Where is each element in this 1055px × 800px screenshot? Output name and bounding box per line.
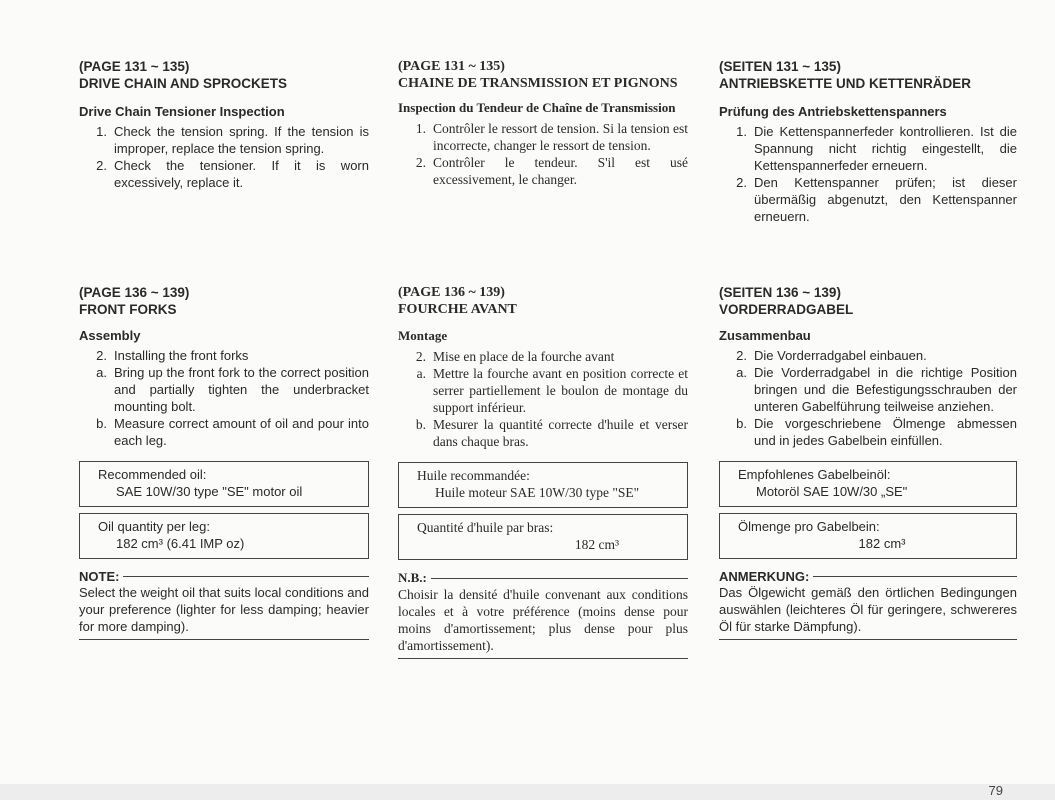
section-page-ref: (PAGE 136 ~ 139) [79, 285, 190, 300]
section-title: FOURCHE AVANT [398, 302, 517, 317]
section-page-ref: (SEITEN 131 ~ 135) [719, 59, 841, 74]
spec-box-oil-type: Empfohlenes Gabelbeinöl: Motoröl SAE 10W/30 „SE" [719, 461, 1017, 507]
subsection-title: Inspection du Tendeur de Chaîne de Transmission [398, 100, 676, 115]
divider [123, 576, 369, 577]
list-item: a. Bring up the front fork to the correct position and partially tighten the underbracket mounting bolt. [96, 365, 369, 414]
spec-box-oil-quantity: Quantité d'huile par bras: 182 cm³ [398, 514, 688, 560]
divider [431, 578, 688, 579]
section-title: DRIVE CHAIN AND SPROCKETS [79, 76, 288, 91]
list-item: 2. Den Kettenspanner prüfen; ist dieser übermäßig abgenutzt, den Kettenspanner erneuern. [736, 175, 1017, 224]
page-number: 79 [988, 783, 1003, 798]
spec-box-oil-type: Huile recommandée: Huile moteur SAE 10W/30 type "SE" [398, 462, 688, 508]
note-heading: ANMERKUNG: [719, 569, 1017, 584]
section-front-forks [398, 284, 688, 659]
list-item: 2. Installing the front forks [96, 348, 249, 363]
note-heading: NOTE: [79, 569, 369, 584]
section-page-ref: (SEITEN 136 ~ 139) [719, 285, 841, 300]
subsection-title: Prüfung des Antriebskettenspanners [719, 104, 947, 119]
list-item: b. Mesurer la quantité correcte d'huile et verser dans chaque bras. [415, 417, 688, 449]
section-title: CHAINE DE TRANSMISSION ET PIGNONS [398, 76, 678, 91]
section-front-forks [719, 284, 1017, 640]
subsection-title: Assembly [79, 328, 141, 343]
section-drive-chain [79, 58, 369, 191]
list-item: 2. Contrôler le tendeur. S'il est usé excessivement, le changer. [415, 155, 688, 187]
section-title: FRONT FORKS [79, 302, 177, 317]
section-page-ref: (PAGE 131 ~ 135) [398, 59, 505, 74]
section-front-forks [79, 284, 369, 640]
note-text: Choisir la densité d'huile convenant aux conditions locales et à votre préférence (moins dense pour moins d'amortissement; plus dense pour plus d'amortissement). [398, 586, 688, 659]
note-text: Select the weight oil that suits local conditions and your preference (lighter for less damping; heavier for more damping). [79, 584, 369, 640]
section-drive-chain [719, 58, 1017, 225]
section-title: ANTRIEBSKETTE UND KETTENRÄDER [719, 76, 972, 91]
spec-box-oil-quantity: Oil quantity per leg: 182 cm³ (6.41 IMP oz) [79, 513, 369, 559]
subsection-title: Montage [398, 328, 448, 343]
list-item: 1. Check the tension spring. If the tension is improper, replace the tension spring. [96, 124, 369, 156]
list-item: a. Mettre la fourche avant en position correcte et serrer partiellement le boulon de montage du support inférieur. [416, 366, 688, 415]
list-item: b. Die vorgeschriebene Ölmenge abmessen und in jedes Gabelbein einfüllen. [736, 416, 1017, 448]
spec-box-oil-quantity: Ölmenge pro Gabelbein: 182 cm³ [719, 513, 1017, 559]
divider [813, 576, 1017, 577]
section-page-ref: (PAGE 131 ~ 135) [79, 59, 190, 74]
list-item: 2. Check the tensioner. If it is worn excessively, replace it. [96, 158, 369, 190]
list-item: 2. Die Vorderradgabel einbauen. [736, 348, 927, 363]
subsection-title: Drive Chain Tensioner Inspection [79, 104, 285, 119]
note-text: Das Ölgewicht gemäß den örtlichen Bedingungen auswählen (leichteres Öl für geringere, schwereres Öl für starke Dämpfung). [719, 584, 1017, 640]
list-item: 2. Mise en place de la fourche avant [415, 349, 615, 364]
subsection-title: Zusammenbau [719, 328, 811, 343]
section-drive-chain [398, 58, 688, 188]
list-item: b. Measure correct amount of oil and pour into each leg. [96, 416, 369, 448]
section-page-ref: (PAGE 136 ~ 139) [398, 285, 505, 300]
list-item: 1. Contrôler le ressort de tension. Si la tension est incorrecte, changer le ressort de tension. [415, 121, 688, 153]
list-item: 1. Die Kettenspannerfeder kontrollieren. Ist die Spannung nicht richtig eingestellt, die Kettenspannerfeder erneuern. [736, 124, 1017, 173]
section-title: VORDERRADGABEL [719, 302, 854, 317]
spec-box-oil-type: Recommended oil: SAE 10W/30 type "SE" motor oil [79, 461, 369, 507]
note-heading: N.B.: [398, 570, 688, 586]
page-bottom-edge [0, 784, 1055, 800]
list-item: a. Die Vorderradgabel in die richtige Position bringen und die Befestigungsschrauben der unteren Gabelführung teilweise anziehen. [736, 365, 1017, 414]
